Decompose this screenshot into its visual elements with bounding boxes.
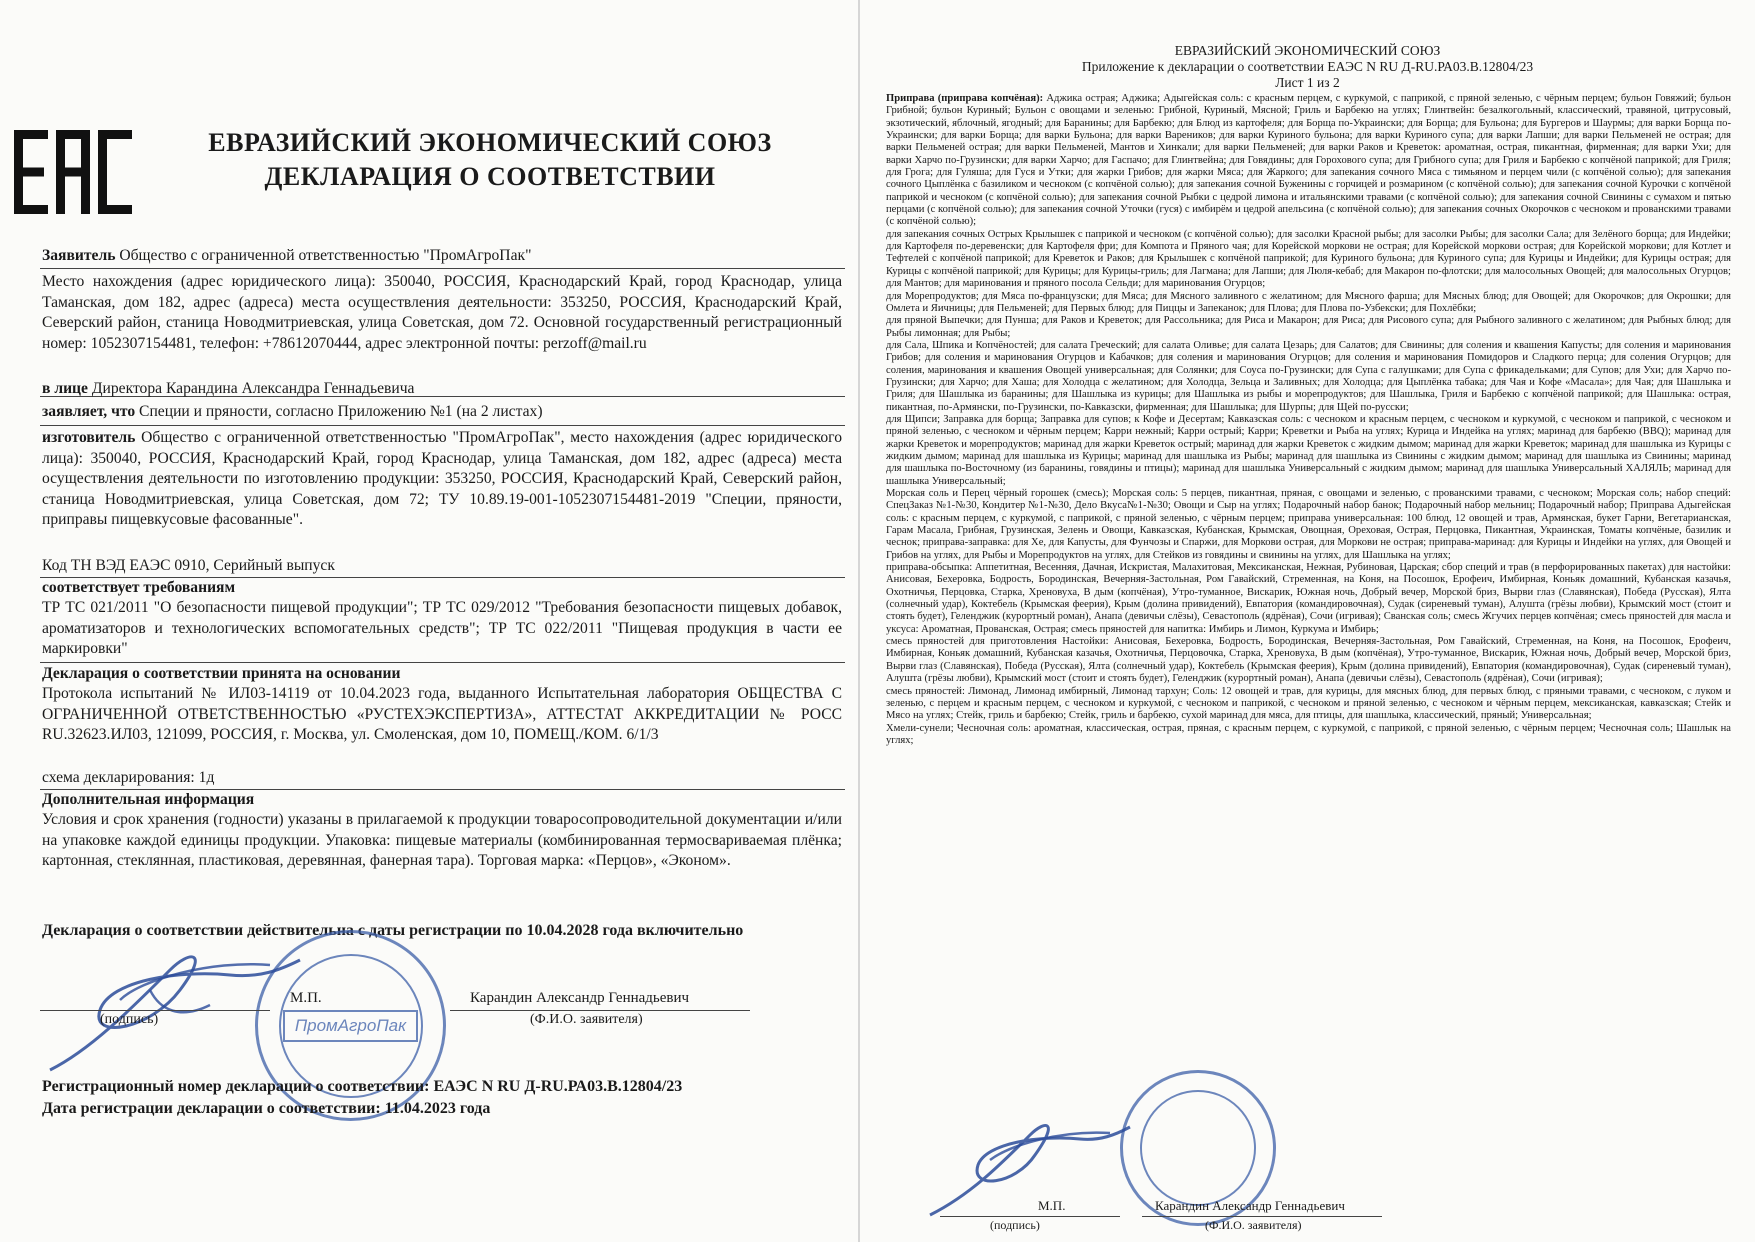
represented-line bbox=[42, 379, 842, 400]
signature-mark bbox=[920, 1105, 1140, 1225]
product-text: Аджика острая; Аджика; Адыгейская соль: с красным перцем, с куркумой, с паприкой, с пряной зеленью, с чёрным перцем; бульон Говяжий; бульон Грибной; бульон Куриный; Бульон с овощами и зеленью: Грибной, Куриный, Мясной; Гриль и Барбекю на углях; Глинтвейн: безалкогольный, классический, травяной, цитрусовый, экзотический, яблочный, ягодный; для Баранины; для Барбекю; для Блюд из картофеля; для Борща по-Украински; для Борща; для Бульона; для Бургеров и Шаурмы; для варки Борща по-Украински; для варки Борща; для варки Бульона; для варки Вареников; для варки Куриного бульона; для варки Куриного супа; для варки Лапши; для варки Пельменей не острая; для варки Пельменей острая; для варки Пельменей, Мантов и Хинкали; для варки Пельменей; для варки Раков и Креветок: ароматная, острая, пикантная, фирменная; для варки Ухи; для варки Харчо по-Грузински; для варки Харчо; для Гаспачо; для Глинтвейна; для Говядины; для Горохового супа; для Грибного супа; для Гриля и Барбекю с копчёной паприкой; для Гриля; для Грога; для Гуляша; для Гуся и Утки; для жарки Грибов; для жарки Мяса; для Жаркого; для запекания сочного Мяса с тимьяном и перцем чили (с копчёной солью); для запекания сочного Цыплёнка с базиликом и чесноком (с копчёной солью); для запекания сочной Буженины с горчицей и розмарином (с копчёной солью); для запекания сочной Курочки с копчёной паприкой и чесноком (с копчёной солью); для запекания сочной Рыбки с цедрой лимона и итальянскими травами (с копчёной солью); для запекания сочной Свинины с сумахом и пятью перцами (с копчёной солью); для запекания сочной Уточки (гуся) с имбирём и цедрой апельсина (с копчёной солью); для запекания сочных Окорочков с чесноком и прованскими травами (с копчёной солью); bbox=[886, 93, 1731, 228]
basis-label-text: Декларация о соответствии принята на основании bbox=[42, 665, 401, 682]
conforms-label bbox=[42, 578, 842, 599]
signature-caption: (подпись) bbox=[990, 1218, 1040, 1232]
separator bbox=[40, 268, 845, 269]
location-text: Место нахождения (адрес юридического лица): 350040, РОССИЯ, Краснодарский Край, город Краснодар, улица Таманская, дом 182, адрес (адреса) места осуществления деятельности: 353250, РОССИЯ, Краснодарский Край, Северский район, станица Новодмитриевская, улица Советская, дом 72. Основной государственный регистрационный номер: 1052307154481, телефон: +78612070444, адрес электронной почты: perzoff@mail.ru bbox=[42, 273, 842, 352]
manufacturer-label: изготовитель bbox=[42, 429, 136, 446]
appendix-reference: Приложение к декларации о соответствии ЕАЭС N RU Д-RU.РА03.В.12804/23 bbox=[1081, 59, 1534, 74]
product-paragraph: Морская соль и Перец чёрный горошек (смесь); Морская соль: 5 перцев, пикантная, пряная, с овощами и зеленью, с прованскими травами, с чесноком; Морская соль; набор специй: СпецЗаказ №1-№30, Кондитер №1-№30, Дело Вкуса№1-№30; Овощи и Сыр на углях; Подарочный набор банок; Подарочный набор мельниц; Подарочный набор; Приправа Адыгейская соль: с красным перцем, с куркумой, с паприкой, с пряной зеленью, с чёрным перцем; приправа универсальная: 100 блюд, 12 овощей и трав, Армянская, букет Гарни, Вегетарианская, Гарам Масала, Грибная, Грузинская, Зелень и Овощи, Кавказская, Кубанская, Крымская, Овощная, Ореховая, Острая, Перцовка, Пикантная, Украинская, Томаты копчёные, базилик и чеснок; приправа-заправка: для Хе, для Капусты, для Фунчозы и Спаржи, для Моркови острая, для Моркови не острая; приправа-маринад: для Курицы и Индейки на углях, для Овощей и Грибов на углях, для Рыбы и Морепродуктов на углях, для Стейков из говядины и свинины на углях, для Шашлыка на углях; bbox=[886, 488, 1731, 561]
applicant-line bbox=[42, 246, 842, 267]
product-paragraph: для запекания сочных Острых Крылышек с паприкой и чесноком (с копчёной солью); для засолки Красной рыбы; для засолки Рыбы; для засолки Сала; для Зелёного борща; для Индейки; для Картофеля по-деревенски; для Картофеля фри; для Компота и Пряного чая; для Корейской моркови не острая; для Корейской моркови острая; для Корейской моркови; для Котлет и Тефтелей с копчёной паприкой; для Креветок и Раков; для Крылышек с копчёной паприкой; для Куриного бульона; для Куриного супа; для Курицы и Индейки; для Курицы острая; для Курицы с копчёной паприкой; для Курицы; для Курицы-гриль; для Лагмана; для Лапши; для Люля-кебаб; для Макарон по-флотски; для малосольных Овощей; для малосольных Огурцов; для Мантов; для маринования и пряного посола Сельди; для маринования Огурцов; bbox=[886, 228, 1731, 290]
code-line: Код ТН ВЭД ЕАЭС 0910, Серийный выпуск bbox=[42, 557, 335, 574]
product-paragraph: Хмели-сунели; Чесночная соль: ароматная, классическая, острая, пряная, с красным перцем, с куркумой, с паприкой, с пряной зеленью, с чёрным перцем; Чесночная соль; Шашлык на углях; bbox=[886, 722, 1731, 746]
product-paragraph: для Щипси; Заправка для борща; Заправка для супов; к Кофе и Десертам; Кавказская соль: с чесноком и красным перцем, с чесноком и куркумой, с чесноком и паприкой, с чесноком и пряной зеленью, с чесноком и чёрным перцем; Карри нежный; Карри острый; Карри; Креветки и Рыба на углях; Курица и Индейка на углях; маринад для барбекю (BBQ); маринад для жарки Креветок и морепродуктов; маринад для жарки Креветок острый; маринад для жарки Креветок с жидким дымом; маринад для жарки Креветок; маринад для шашлыка из Курицы с жидким дымом; маринад для шашлыка из Курицы; маринад для шашлыка из Рыбы; маринад для шашлыка из Свинины с жидким дымом; маринад для шашлыка из Свинины; маринад для шашлыка по-Восточному (из баранины, говядины и птицы); маринад для шашлыка Универсальный с жидким дымом; маринад для шашлыка Универсальный ХАЛЯЛЬ; маринад для шашлыка Универсальный; bbox=[886, 413, 1731, 487]
manufacturer-block bbox=[42, 428, 842, 531]
conforms-text: ТР ТС 021/2011 "О безопасности пищевой продукции"; ТР ТС 029/2012 "Требования безопасности пищевых добавок, ароматизаторов и технологических вспомогательных средств"; ТР ТС 022/2011 "Пищевая продукция в части ее маркировки" bbox=[42, 599, 842, 657]
product-paragraph: смесь пряностей для приготовления Настойки: Анисовая, Бехеровка, Бодрость, Бородинская, Вечерняя-Застольная, Ром Гавайский, Стременная, на Коня, на Посошок, Ерофеич, Имбирная, Коньяк домашний, Кубанская казачья, Охотничья, Перцовочка, Старка, Хреновуха, В дым (копчёная), Утро-туманное, Вискарик, Южная ночь, Добрый вечер, Морской бриз, Вырви глаз (Славянская), Победа (Русская), Ялта (солнечный удар), Коктебель (Крымская феерия), Крым (долина привидений), Евпатория (командировочная), Судак (сиреневый туман), Алушта (грёзы любви), Крымский мост (стоит и стоять будет), Геленджик (курортный роман), Анапа (девичьи слёзы), Севастополь (ядрёная), Сочи (игривая); bbox=[886, 636, 1731, 685]
separator bbox=[40, 662, 845, 663]
signer-name: Карандин Александр Геннадьевич bbox=[1155, 1198, 1345, 1213]
signature-line bbox=[940, 1216, 1120, 1217]
name-line bbox=[450, 1010, 750, 1011]
signature-mark bbox=[30, 930, 320, 1080]
fio-caption: (Ф.И.О. заявителя) bbox=[1205, 1218, 1302, 1232]
name-line bbox=[1142, 1216, 1382, 1217]
fio-caption: (Ф.И.О. заявителя) bbox=[530, 1012, 643, 1027]
separator bbox=[40, 425, 845, 426]
appendix-sheet-number: Лист 1 из 2 bbox=[1275, 75, 1340, 90]
stamp-text: ПромАгроПак bbox=[283, 1010, 418, 1042]
additional-label-text: Дополнительная информация bbox=[42, 791, 255, 808]
appendix-product-list bbox=[886, 93, 1731, 747]
declares-line bbox=[42, 402, 842, 423]
declaration-title: ДЕКЛАРАЦИЯ О СООТВЕТСТВИИ bbox=[264, 162, 716, 191]
product-paragraph: для Морепродуктов; для Мяса по-французски; для Мяса; для Мясного заливного с желатином; для Мясного фарша; для Мясных блюд; для Овощей; для Окорочков; для Окрошки; для Омлета и Яичницы; для Пельменей; для Первых блюд; для Пиццы и Запеканок; для Плова; для Плова по-Узбекски; для Похлёбки; bbox=[886, 290, 1731, 314]
basis-label bbox=[42, 664, 842, 685]
manufacturer-value: Общество с ограниченной ответственностью "ПромАгроПак", место нахождения (адрес юридического лица): 350040, РОССИЯ, Краснодарский Край, город Краснодар, улица Таманская, дом 182, адрес (адреса) места осуществления деятельности по изготовлению продукции: 353250, РОССИЯ, Краснодарский Край, Северский район, станица Новодмитриевская, улица Советская, дом 72; ТУ 10.89.19-001-1052307154481-2019 "Специи, пряности, приправы пищевкусовые фасованные". bbox=[42, 429, 842, 528]
product-paragraph: смесь пряностей: Лимонад, Лимонад имбирный, Лимонад тархун; Соль: 12 овощей и трав, для курицы, для мясных блюд, для первых блюд, с пряными травами, с чесноком, с луком и зеленью, с перцем и красным перцем, с чесноком и куркумой, с чесноком и паприкой, с чесноком и пряной зеленью, с чесноком и чёрным перцем, мексиканская, кавказская; Стейк и Мясо на углях; Стейк, гриль и барбекю; Стейк, гриль и барбекю, сухой маринад для мяса, для птицы, для шашлыка, классический, пряный; Универсальная; bbox=[886, 685, 1731, 722]
product-paragraph: для Сала, Шпика и Копчёностей; для салата Греческий; для салата Оливье; для салата Цезарь; для Салатов; для Свинины; для соления и квашения Капусты; для соления и маринования Грибов; для соления и маринования Огурцов и Кабачков; для соления и маринования Огурцов; для соления и маринования Помидоров и Сладкого перца; для соления Огурцов; для соления, маринования и квашения Овощей универсальная; для Солянки; для Соуса по-Грузински; для Супа с галушками; для Супа с фрикадельками; для Супов; для Ухи; для Харчо по-Грузински; для Харчо; для Хаша; для Холодца с желатином; для Холодца, Зельца и Заливных; для Холодца; для Цыплёнка табака; для Чая и Кофе «Масала»; для Чая; для Шашлыка и Гриля; для Шашлыка из баранины; для Шашлыка из курицы; для Шашлыка из рыбы и морепродуктов; для Шашлыка, Гриля и Барбекю с копчёной паприкой; для Шашлыка: острая, пикантная, по-Армянски, по-Грузински, по-Кавказски, фирменная; для Шашлыка; для Шурпы; для Щей по-русски; bbox=[886, 339, 1731, 413]
product-paragraph: для пряной Выпечки; для Пунша; для Раков и Креветок; для Рассольника; для Риса и Макарон; для Риса; для Рисового супа; для Рыбного заливного с желатином; для Рыбных блюд; для Рыбы лимонная; для Рыбы; bbox=[886, 315, 1731, 339]
eac-logo bbox=[14, 130, 134, 214]
additional-text: Условия и срок хранения (годности) указаны в прилагаемой к продукции товаросопроводительной документации и/или на упаковке каждой единицы продукции. Упаковка: пищевые материалы (комбинированная термосвариваемая плёнка; картонная, стеклянная, пластиковая, деревянная, фанерная тара). Торговая марка: «Перцов», «Эконом». bbox=[42, 811, 842, 869]
scheme-line: схема декларирования: 1д bbox=[42, 769, 215, 786]
declares-label: заявляет, что bbox=[42, 403, 136, 420]
declares-value: Специи и пряности, согласно Приложению №1 (на 2 листах) bbox=[135, 403, 543, 420]
conforms-label-text: соответствует требованиям bbox=[42, 579, 236, 596]
signature-caption: (подпись) bbox=[100, 1012, 159, 1027]
applicant-value: Общество с ограниченной ответственностью "ПромАгроПак" bbox=[115, 247, 532, 264]
mp-label: М.П. bbox=[290, 990, 322, 1006]
appendix-union-title: ЕВРАЗИЙСКИЙ ЭКОНОМИЧЕСКИЙ СОЮЗ bbox=[1174, 43, 1441, 58]
declaration-page bbox=[0, 0, 860, 1242]
appendix-page bbox=[860, 0, 1755, 1242]
product-paragraph: приправа-обсыпка: Аппетитная, Весенняя, Дачная, Искристая, Малахитовая, Мексиканская, Нежная, Рубиновая, Царская; сбор специй и трав (в перфорированных пакетах) для настойки: Анисовая, Бехеровка, Бодрость, Бородинская, Вечерняя-Застольная, Ром Гавайский, Стременная, на Коня, на Посошок, Ерофеич, Имбирная, Коньяк домашний, Кубанская казачья, Охотничья, Перцовка, Старка, Хреновуха, В дым (копчёная), Утро-туманное, Вискарик, Южная ночь, Добрый вечер, Морской бриз, Вырви глаз (Славянская), Победа (Русская), Ялта (солнечный удар), Коктебель (Крымская феерия), Крым (долина привидений), Евпатория (командировочная), Судак (сиреневый туман), Алушта (грёзы любви), Крымский мост (стоит и стоять будет), Геленджик (курортный роман), Анапа (девичьи слёзы), Севастополь (ядрёная), Сочи (игривая); Сванская соль; смесь Жгучих перцев копчёная; смесь пряностей для масла и уксуса: Ароматная, Прованская, Острая; смесь пряностей для напитка: Имбирь и Лимон, Куркума и Имбирь; bbox=[886, 562, 1731, 635]
applicant-label: Заявитель bbox=[42, 247, 116, 264]
mp-label: М.П. bbox=[1038, 1198, 1066, 1213]
eac-logo-mark bbox=[14, 130, 134, 214]
product-lead-label: Приправа (приправа копчёная): bbox=[886, 93, 1044, 104]
registration-date: Дата регистрации декларации о соответствии: 11.04.2023 года bbox=[42, 1100, 491, 1117]
validity-text: Декларация о соответствии действительна с даты регистрации по 10.04.2028 года включительно bbox=[42, 922, 744, 939]
additional-label bbox=[42, 790, 842, 811]
basis-text: Протокола испытаний № ИЛ03-14119 от 10.04.2023 года, выданного Испытательная лаборатория ОБЩЕСТВА С ОГРАНИЧЕННОЙ ОТВЕТСТВЕННОСТЬЮ «РУСТЕХЭКСПЕРТИЗА», АТТЕСТАТ АККРЕДИТАЦИИ № РОСС RU.32623.ИЛ03, 121099, РОССИЯ, г. Москва, ул. Смоленская, дом 10, ПОМЕЩ./КОМ. 6/1/3 bbox=[42, 685, 842, 743]
represented-value: Директора Карандина Александра Геннадьевича bbox=[87, 380, 415, 397]
registration-number: Регистрационный номер декларации о соответствии: ЕАЭС N RU Д-RU.РА03.В.12804/23 bbox=[42, 1078, 683, 1095]
product-paragraph bbox=[886, 93, 1731, 229]
union-title: ЕВРАЗИЙСКИЙ ЭКОНОМИЧЕСКИЙ СОЮЗ bbox=[208, 128, 772, 157]
signer-name: Карандин Александр Геннадьевич bbox=[470, 990, 690, 1006]
signature-line bbox=[40, 1010, 270, 1011]
represented-label: в лице bbox=[42, 380, 88, 397]
